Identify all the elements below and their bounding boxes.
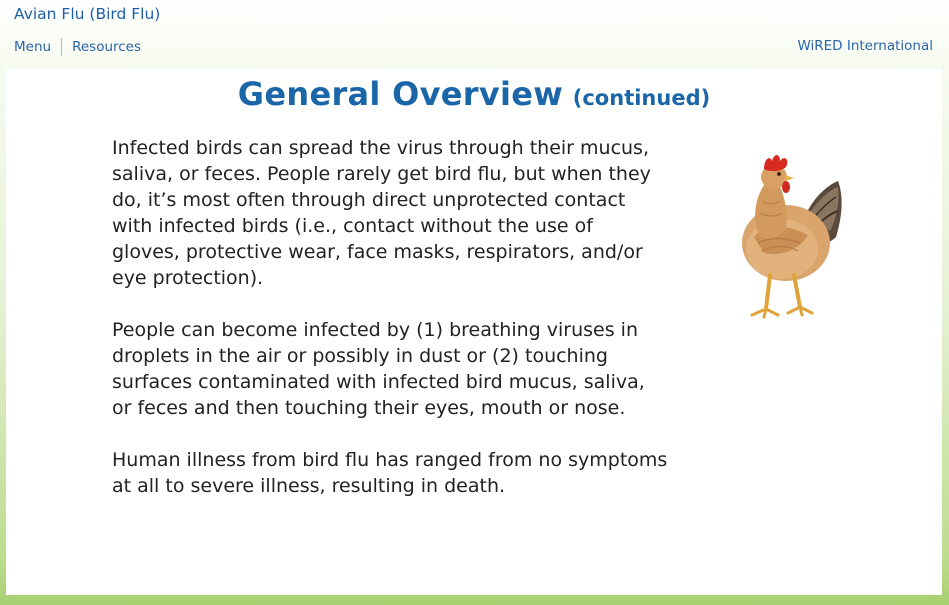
paragraph-transmission: Infected birds can spread the virus through their mucus, saliva, or feces. People rarely get bird flu, but when they do, it’s most often through direct unprotected contact with infected birds (i.e., contact without the use of gloves, protective wear, face masks, respirators, and/or eye protection). [112,137,651,289]
top-nav [14,38,141,56]
slide-title-suffix: (continued) [572,86,711,110]
slide-body [112,135,692,525]
chicken-icon [724,145,848,325]
slide-title [6,75,942,113]
slide-title-main: General Overview [237,75,564,113]
paragraph-infection: People can become infected by (1) breathing viruses in droplets in the air or possibly in dust or (2) touching surfaces contaminated with infected bird mucus, saliva, or feces and then touching their eyes, mouth or nose. [112,319,645,419]
resources-link[interactable]: Resources [72,39,142,55]
content-panel [6,69,942,595]
paragraph-illness: Human illness from bird flu has ranged from no symptoms at all to severe illness, resulting in death. [112,449,668,497]
nav-divider [61,38,62,56]
course-title: Avian Flu (Bird Flu) [14,5,161,23]
menu-link[interactable]: Menu [14,39,52,55]
brand-link[interactable]: WiRED International [797,38,933,54]
